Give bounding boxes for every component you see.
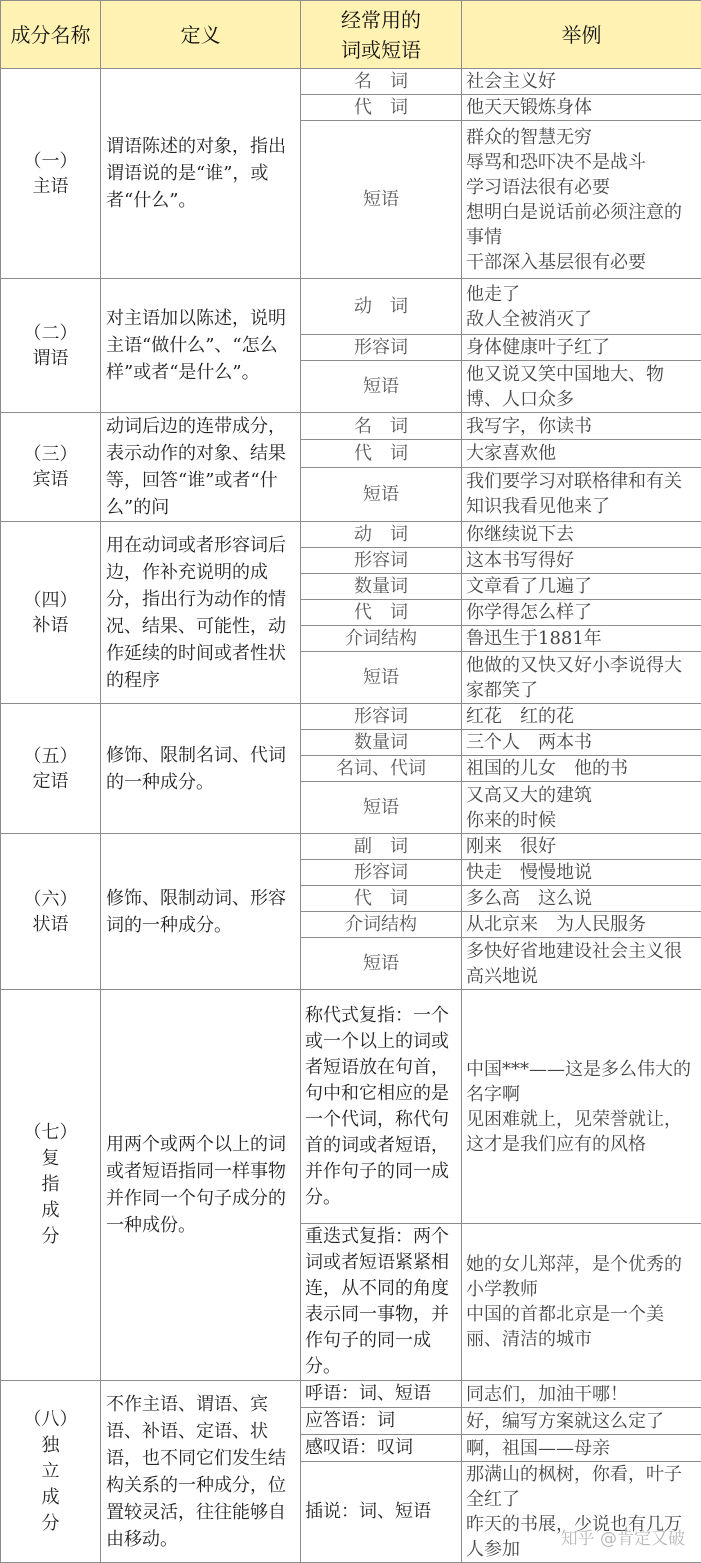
component-name: （二） 谓语 [1,279,101,413]
example-line: 想明白是说话前必须注意的事情 [466,200,697,250]
example-line: 这本书写得好 [466,548,697,573]
word-type: 短语 [301,938,462,990]
example-line: 他走了 [466,282,697,307]
word-type: 插说：词、短语 [301,1462,462,1563]
examples [462,600,701,626]
example-line: 群众的智慧无穷 [466,125,697,150]
table-row [1,1381,701,1408]
table-row [1,990,701,1224]
word-type: 数量词 [301,574,462,600]
examples [462,1381,701,1408]
example-line: 多快好省地建设社会主义很高兴地说 [466,939,697,989]
example-line: 快走 慢慢地说 [466,860,697,885]
word-type: 形容词 [301,860,462,886]
component-name: （八） 独 立 成 分 [1,1381,101,1563]
word-type: 重迭式复指：两个词或者短语紧紧相连，从不同的角度表示同一事物，并作句子的同一成分。 [301,1224,462,1381]
component-definition: 用两个或两个以上的词或者短语指同一样事物并作同一个句子成分的一种成份。 [101,990,301,1381]
word-type: 代 词 [301,600,462,626]
word-type: 介词结构 [301,626,462,652]
example-line: 辱骂和恐吓决不是战斗 [466,150,697,175]
examples [462,440,701,467]
word-type: 短语 [301,652,462,704]
examples [462,1435,701,1462]
table-row [1,704,701,730]
example-line: 多么高 这么说 [466,886,697,911]
header-types: 经常用的 词或短语 [301,1,462,69]
example-line: 你学得怎么样了 [466,600,697,625]
example-line: 好，编写方案就这么定了 [466,1409,697,1434]
table-row [1,69,701,95]
examples [462,335,701,361]
example-line: 干部深入基层很有必要 [466,250,697,275]
example-line: 文章看了几遍了 [466,574,697,599]
examples [462,121,701,279]
examples [462,1224,701,1381]
component-definition: 修饰、限制名词、代词的一种成分。 [101,704,301,834]
example-line: 他又说又笑中国地大、物博、人口众多 [466,362,697,412]
example-line: 啊，祖国——母亲 [466,1436,697,1461]
word-type: 短语 [301,121,462,279]
table-row [1,279,701,335]
example-line: 刚来 很好 [466,834,697,859]
example-line: 见困难就上，见荣誉就让，这才是我们应有的风格 [466,1107,697,1157]
examples [462,704,701,730]
example-line: 学习语法很有必要 [466,175,697,200]
word-type: 短语 [301,782,462,834]
examples [462,95,701,121]
example-line: 你来的时候 [466,808,697,833]
word-type: 形容词 [301,335,462,361]
examples [462,756,701,782]
table-row [1,834,701,860]
examples [462,652,701,704]
component-definition: 修饰、限制动词、形容词的一种成分。 [101,834,301,990]
example-line: 我们要学习对联格律和有关知识我看见他来了 [466,469,697,519]
examples [462,69,701,95]
example-line: 那满山的枫树，你看，叶子全红了 [466,1462,697,1512]
examples [462,279,701,335]
examples [462,361,701,413]
examples [462,730,701,756]
word-type: 感叹语：叹词 [301,1435,462,1462]
word-type: 动 词 [301,522,462,548]
examples [462,990,701,1224]
examples [462,413,701,440]
word-type: 名词、代词 [301,756,462,782]
word-type: 应答语：词 [301,1408,462,1435]
example-line: 她的女儿郑萍，是个优秀的小学教师 [466,1252,697,1302]
examples [462,574,701,600]
word-type: 副 词 [301,834,462,860]
example-line: 中国***——这是多么伟大的名字啊 [466,1057,697,1107]
examples [462,860,701,886]
example-line: 中国的首都北京是一个美丽、清洁的城市 [466,1302,697,1352]
examples [462,782,701,834]
component-definition: 对主语加以陈述，说明主语“做什么”、“怎么样”或者“是什么”。 [101,279,301,413]
component-name: （一） 主语 [1,69,101,279]
word-type: 动 词 [301,279,462,335]
examples [462,467,701,522]
example-line: 红花 红的花 [466,704,697,729]
word-type: 代 词 [301,440,462,467]
example-line: 三个人 两本书 [466,730,697,755]
header-examples: 举例 [462,1,701,69]
example-line: 鲁迅生于1881年 [466,626,697,651]
header-name: 成分名称 [1,1,101,69]
word-type: 形容词 [301,704,462,730]
example-line: 从北京来 为人民服务 [466,912,697,937]
component-definition: 谓语陈述的对象，指出谓语说的是“谁”，或者“什么”。 [101,69,301,279]
example-line: 昨天的书展，少说也有几万人参加 [466,1512,697,1562]
word-type: 介词结构 [301,912,462,938]
word-type: 代 词 [301,886,462,912]
example-line: 社会主义好 [466,69,697,94]
word-type: 数量词 [301,730,462,756]
watermark: 知乎 @肯定又破 [561,1524,685,1549]
word-type: 名 词 [301,413,462,440]
component-definition: 不作主语、谓语、宾语、补语、定语、状语，也不同它们发生结构关系的一种成分，位置较灵活，往往能够自由移动。 [101,1381,301,1563]
component-definition: 用在动词或者形容词后边，作补充说明的成分，指出行为动作的情况、结果、可能性，动作延续的时间或者性状的程序 [101,522,301,704]
word-type: 形容词 [301,548,462,574]
example-line: 他天天锻炼身体 [466,95,697,120]
examples [462,834,701,860]
table-row [1,413,701,440]
word-type: 代 词 [301,95,462,121]
word-type: 短语 [301,467,462,522]
component-name: （四） 补语 [1,522,101,704]
word-type: 称代式复指：一个或一个以上的词或者短语放在句首，句中和它相应的是一个代词，称代句首的词或者短语，并作句子的同一成分。 [301,990,462,1224]
header-definition: 定义 [101,1,301,69]
example-line: 敌人全被消灭了 [466,307,697,332]
examples [462,548,701,574]
component-name: （五） 定语 [1,704,101,834]
table-row [1,522,701,548]
examples [462,1408,701,1435]
example-line: 我写字，你读书 [466,414,697,439]
header-row [1,1,701,69]
example-line: 祖国的儿女 他的书 [466,756,697,781]
word-type: 名 词 [301,69,462,95]
example-line: 你继续说下去 [466,522,697,547]
example-line: 大家喜欢他 [466,441,697,466]
component-name: （六） 状语 [1,834,101,990]
component-definition: 动词后边的连带成分，表示动作的对象、结果等，回答“谁”或者“什么”的问 [101,413,301,522]
example-line: 他做的又快又好小李说得大家都笑了 [466,653,697,703]
word-type: 呼语：词、短语 [301,1381,462,1408]
component-name: （三） 宾语 [1,413,101,522]
examples [462,938,701,990]
example-line: 同志们，加油干哪！ [466,1382,697,1407]
example-line: 身体健康叶子红了 [466,335,697,360]
component-name: （七） 复 指 成 分 [1,990,101,1381]
examples [462,626,701,652]
examples [462,886,701,912]
examples [462,912,701,938]
word-type: 短语 [301,361,462,413]
examples [462,1462,701,1563]
example-line: 又高又大的建筑 [466,783,697,808]
examples [462,522,701,548]
